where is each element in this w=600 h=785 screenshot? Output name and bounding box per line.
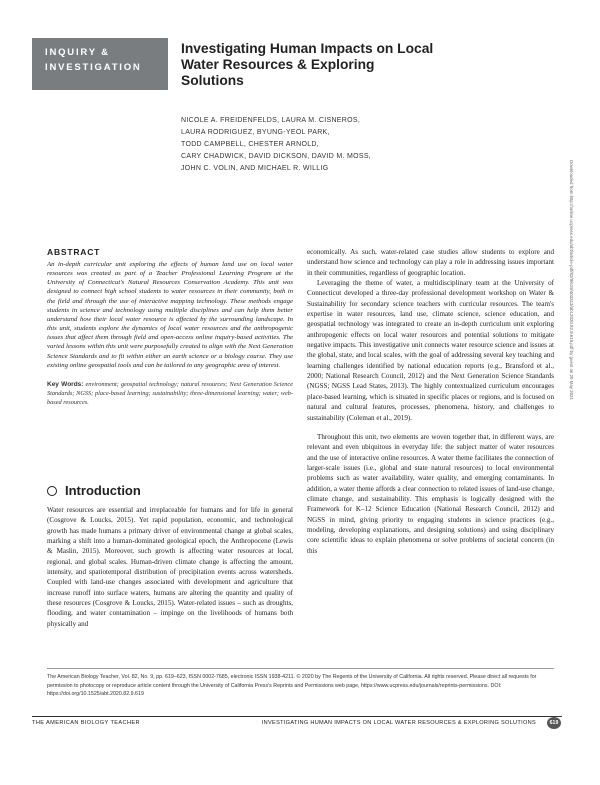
right-column <box>307 247 554 556</box>
introduction-heading <box>47 483 141 498</box>
keywords-text: environment; geospatial technology; natural resources; Next Generation Science Standards; NGSS; place-based learning; sustainability; three-dimensional learning; water; web-based resources. <box>47 380 294 406</box>
introduction-text: Water resources are essential and irreplaceable for humans and for life in general (Cosgrove & Loucks, 2015). Yet rapid population, economic, and technological growth has made humans a primary driver of environmental change at global scales, marking a shift into a human-dominated geological epoch, the Anthropocene (Lewis & Maslin, 2015). Moreover, such growth is affecting water resources at local, regional, and global scales. Human-driven climate change is affecting the amount, intensity, and spatiotemporal distribution of precipitation events across watersheds. Coupled with land-use changes associated with development and agriculture that increase runoff into surface waters, humans are altering the quantity and quality of these resources (Cosgrove & Loucks, 2015). Water-related issues – such as droughts, flooding, and water contamination – impinge on the livelihoods of humans both physically and <box>47 506 293 628</box>
author-line: JOHN C. VOLIN, AND MICHAEL R. WILLIG <box>181 165 329 172</box>
section-tag <box>32 38 168 90</box>
body-paragraph: economically. As such, water-related case studies allow students to explore and understand how science and technology can play a role in addressing issues important in their communities, regardless of geographic location. <box>307 248 554 277</box>
footer-divider <box>47 668 554 669</box>
journal-name: THE AMERICAN BIOLOGY TEACHER <box>32 720 140 726</box>
introduction-heading-text: Introduction <box>65 483 141 498</box>
running-title: INVESTIGATING HUMAN IMPACTS ON LOCAL WATER RESOURCES & EXPLORING SOLUTIONS <box>261 720 536 726</box>
body-paragraph: Leveraging the theme of water, a multidisciplinary team at the University of Connecticut developed a three-day professional development workshop on Water & Sustainability for secondary science teachers with curricular resources. The team's expertise in water resources, land use, climate science, science education, and geospatial technology was integrated to create an in-depth curriculum unit exploring anthropogenic effects on local water resources and potential solutions to mitigate negative impacts. This investigative unit connects water resource science and issues at the global, state, and local scales, with the goal of addressing several key teaching and learning challenges identified by national education reports (e.g., Bransford et al., 2000; National Research Council, 2012) and the Next Generation Science Standards (NGSS; NGSS Lead States, 2013). The highly contextualized curriculum encourages place-based learning, which is situated in specific places or regions, and is focused on natural and cultural features, processes, phenomena, history, and challenges to sustainability (Coleman et al., 2019). <box>307 279 554 422</box>
body-paragraph: Throughout this unit, two elements are woven together that, in different ways, are relevant and even ubiquitous in everyday life: the subject matter of water resources and the use of interactive online resources. A water theme facilitates the connection of larger-scale issues (i.e., global and state natural resources) to local environmental problems such as water availability, water quality, and emerging contaminants. In addition, a water theme affords a clear connection to related issues of land-use change, climate change, and sustainability. This emphasis is logically designed with the Framework for K–12 Science Education (National Research Council, 2012) and NGSS in mind, giving priority to engaging students in science practices (e.g., modeling, developing explanations, and designing solutions) and using disciplinary core scientific ideas to explain phenomena or solve problems of societal concern (in this <box>307 432 554 555</box>
article-title: Investigating Human Impacts on Local Water Resources & Exploring Solutions <box>181 41 434 88</box>
download-watermark: Downloaded from http://online.ucpress.edu/abt/article-pdf/82/9/619/403313/abt.2020.82.9.619.pdf by guest on 20 May 2021 <box>569 160 574 400</box>
author-list <box>181 115 441 175</box>
author-line: TODD CAMPBELL, CHESTER ARNOLD, <box>181 141 320 148</box>
keywords-label: Key Words: <box>47 380 84 388</box>
abstract-text: An in-depth curricular unit exploring the effects of human land use on local water resources was created as part of a Teacher Professional Learning Program at the University of Connecticut's Natural Resources Conservation Academy. This unit was designed to connect high school students to water resources in their community, both in the field and through the use of interactive mapping technology. These methods engage students in science and technology using multiple disciplines and can help them better understand how their local water resource is affected by the surrounding landscape. In this unit, students explore the dynamics of local water resources and the anthropogenic issues that affect them through field and open-access online inquiry-based activities. The varied lessons within this unit were purposefully created to align with the Next Generation Science Standards and to fit within either an earth science or a biology course. They use existing online geospatial tools and can be tailored to any geographic area of interest. <box>47 261 293 369</box>
section-tag-line-2: INVESTIGATION <box>45 62 142 73</box>
author-line: LAURA RODRIGUEZ, BYUNG-YEOL PARK, <box>181 129 330 136</box>
copyright-footer: The American Biology Teacher, Vol. 82, No. 9, pp. 619–623, ISSN 0002-7685, electronic ISSN 1938-4211. © 2020 by The Regents of the University of California. All rights reserved. Please direct all requests for permission to photocopy or reproduce article content through the University of California Press's Reprints and Permissions web page, https://www.ucpress.edu/journals/reprints-permissions. DOI: https://doi.org/10.1525/abt.2020.82.9.619 <box>47 674 537 697</box>
abstract-section <box>47 247 293 407</box>
abstract-heading: ABSTRACT <box>47 247 101 257</box>
author-line: CARY CHADWICK, DAVID DICKSON, DAVID M. MOSS, <box>181 153 372 160</box>
section-bullet-icon <box>47 486 57 496</box>
author-line: NICOLE A. FREIDENFELDS, LAURA M. CISNEROS, <box>181 117 361 124</box>
keywords <box>47 380 293 407</box>
page-footer-rule <box>32 716 562 717</box>
page-number: 619 <box>547 717 561 729</box>
section-tag-line-1: INQUIRY & <box>45 47 110 58</box>
